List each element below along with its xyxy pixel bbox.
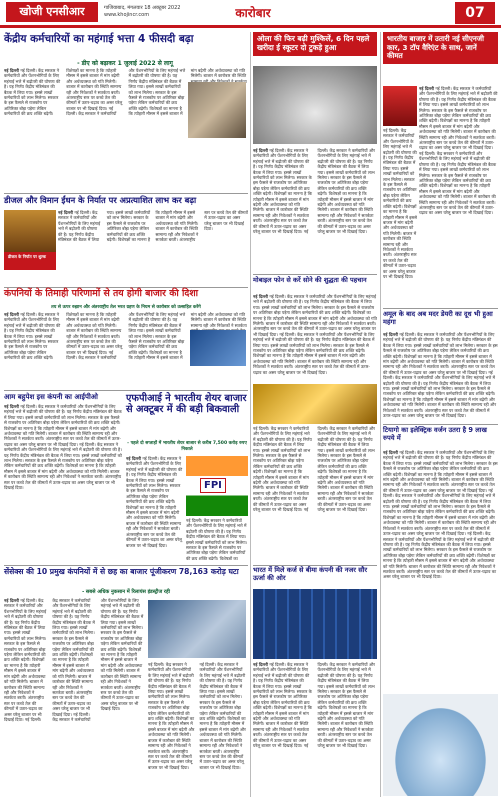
headline-mother-dairy: अमूल के बाद अब मदर डेयरी का दूध भी हुआ महंगा [383, 310, 493, 326]
headline-gold-purity: मोबाइल फोन से करें सोने की शुद्धता की पहचान [253, 276, 367, 284]
subhead-quarterly: तय से ऊपर रुझान और अंतरराष्ट्रीय तेल भरत ग्रहण के नियम से कारोबार को उत्साहित करेंगे [51, 305, 201, 310]
body-sensex-2: नई दिल्ली। केंद्र सरकार ने कर्मचारियों और पेंशनभोगियों के लिए महंगाई भत्ते में बढ़ोतरी की घोषणा की है। यह निर्णय केंद्रीय मंत्रिमंडल की बैठक में लिया गया। इससे लाखों कर्मचारियों को लाभ मिलेगा। सरकार के इस फैसले से राजकोष पर अतिरिक्त बोझ पड़ेगा लेकिन कर्मचारियों की क्रय शक्ति बढ़ेगी। विशेषज्ञों का मानना है कि त्योहारी मौसम में इससे बाजार में मांग बढ़ेगी और अर्थव्यवस्था को गति मिलेगी। बाजार में कारोबार की स्थिति सामान्य रही और निवेशकों ने सतर्कता बरती। अंतरराष्ट्रीय स्तर पर कच्चे तेल की कीमतों में उतार-चढ़ाव का असर घरेलू बाजार पर भी दिखाई दिया। नई दिल्ली। केंद्र सरकार ने कर्मचारियों और पेंशनभोगियों के लिए महंगाई भत्ते में बढ़ोतरी की घोषणा की है। यह निर्णय केंद्रीय मंत्रिमंडल की बैठक में लिया गया। इससे लाखों कर्मचारियों को लाभ मिलेगा। सरकार के इस फैसले से राजकोष पर अतिरिक्त बोझ पड़ेगा लेकिन कर्मचारियों की क्रय शक्ति बढ़ेगी। विशेषज्ञों का मानना है कि त्योहारी मौसम में इससे बाजार में मांग बढ़ेगी और अर्थव्यवस्था को गति मिलेगी। बाजार में कारोबार की स्थिति सामान्य रही और निवेशकों ने सतर्कता बरती। अंतरराष्ट्रीय स्तर पर कच्चे तेल की कीमतों में उतार-चढ़ाव का असर घरेलू बाजार पर भी दिखाई दिया। [148, 662, 246, 770]
photo-fuel-barrels [4, 210, 56, 252]
headline-quarterly-results: कंपनियों के तिमाही परिणामों से तय होगी बाजार की दिशा [4, 288, 199, 299]
caption-diesel: डीजल के निर्यात पर शुल्क [4, 252, 56, 270]
headline-diesel-tax: डीजल और विमान ईंधन के निर्यात पर अप्रत्याशित लाभ कर बढ़ा [4, 195, 197, 205]
headline-tiago-ev: टियागो का इलेक्ट्रिक वर्जन उतरा है 9 लाख रुपये में [383, 426, 487, 442]
body-fpi-2: नई दिल्ली। केंद्र सरकार ने कर्मचारियों और पेंशनभोगियों के लिए महंगाई भत्ते में बढ़ोतरी की घोषणा की है। यह निर्णय केंद्रीय मंत्रिमंडल की बैठक में लिया गया। इससे लाखों कर्मचारियों को लाभ मिलेगा। सरकार के इस फैसले से राजकोष पर अतिरिक्त बोझ पड़ेगा लेकिन कर्मचारियों की क्रय शक्ति बढ़ेगी। विशेषज्ञों का [186, 518, 248, 560]
body-mother-dairy: नई दिल्ली नई दिल्ली। केंद्र सरकार ने कर्मचारियों और पेंशनभोगियों के लिए महंगाई भत्ते में बढ़ोतरी की घोषणा की है। यह निर्णय केंद्रीय मंत्रिमंडल की बैठक में लिया गया। इससे लाखों कर्मचारियों को लाभ मिलेगा। सरकार के इस फैसले से राजकोष पर अतिरिक्त बोझ पड़ेगा लेकिन कर्मचारियों की क्रय शक्ति बढ़ेगी। विशेषज्ञों का मानना है कि त्योहारी मौसम में इससे बाजार में मांग बढ़ेगी और अर्थव्यवस्था को गति मिलेगी। बाजार में कारोबार की स्थिति सामान्य रही और निवेशकों ने सतर्कता बरती। अंतरराष्ट्रीय स्तर पर कच्चे तेल की कीमतों में उतार-चढ़ाव का असर घरेलू बाजार पर भी दिखाई दिया। नई दिल्ली। केंद्र सरकार ने कर्मचारियों और पेंशनभोगियों के लिए महंगाई भत्ते में बढ़ोतरी की घोषणा की है। यह निर्णय केंद्रीय मंत्रिमंडल की बैठक में लिया गया। इससे लाखों कर्मचारियों को लाभ मिलेगा। सरकार के इस फैसले से राजकोष पर अतिरिक्त बोझ पड़ेगा लेकिन कर्मचारियों की क्रय शक्ति बढ़ेगी। विशेषज्ञों का मानना है कि त्योहारी मौसम में इससे बाजार में मांग बढ़ेगी और अर्थव्यवस्था को गति मिलेगी। बाजार में कारोबार की स्थिति सामान्य रही और निवेशकों ने सतर्कता बरती। अंतरराष्ट्रीय स्तर पर कच्चे तेल की कीमतों में उतार-चढ़ाव का असर घरेलू बाजार पर भी दिखाई दिया। [383, 332, 498, 419]
divider [383, 424, 498, 425]
subhead-fpi: - पहले दो सप्ताहों में भारतीय शेयर बाजार से करीब 7,500 करोड़ रुपए निकाले [127, 441, 247, 452]
page-number: 07 [455, 2, 495, 24]
photo-ola-scooter [253, 66, 377, 144]
column-divider [250, 32, 251, 797]
headline-da-hike: केंद्रीय कर्मचारियों का महंगाई भत्ता 4 फीसदी बढ़ा [4, 33, 194, 45]
headline-sensex-mcap: सेंसेक्स की 10 प्रमुख कंपनियों में से छह का बाजार पूंजीकरण 78,163 करोड़ घटा [4, 567, 239, 576]
divider [383, 308, 498, 309]
subhead-sensex: - सबसे अधिक नुकसान में रिलायंस इंडस्ट्रीज रही [82, 589, 170, 595]
body-tiago-ev: नई दिल्ली नई दिल्ली। केंद्र सरकार ने कर्मचारियों और पेंशनभोगियों के लिए महंगाई भत्ते में बढ़ोतरी की घोषणा की है। यह निर्णय केंद्रीय मंत्रिमंडल की बैठक में लिया गया। इससे लाखों कर्मचारियों को लाभ मिलेगा। सरकार के इस फैसले से राजकोष पर अतिरिक्त बोझ पड़ेगा लेकिन कर्मचारियों की क्रय शक्ति बढ़ेगी। विशेषज्ञों का मानना है कि त्योहारी मौसम में इससे बाजार में मांग बढ़ेगी और अर्थव्यवस्था को गति मिलेगी। बाजार में कारोबार की स्थिति सामान्य रही और निवेशकों ने सतर्कता बरती। अंतरराष्ट्रीय स्तर पर कच्चे तेल की कीमतों में उतार-चढ़ाव का असर घरेलू बाजार पर भी दिखाई दिया। नई दिल्ली। केंद्र सरकार ने कर्मचारियों और पेंशनभोगियों के लिए महंगाई भत्ते में बढ़ोतरी की घोषणा की है। यह निर्णय केंद्रीय मंत्रिमंडल की बैठक में लिया गया। इससे लाखों कर्मचारियों को लाभ मिलेगा। सरकार के इस फैसले से राजकोष पर अतिरिक्त बोझ पड़ेगा लेकिन कर्मचारियों की क्रय शक्ति बढ़ेगी। विशेषज्ञों का मानना है कि त्योहारी मौसम में इससे बाजार में मांग बढ़ेगी और अर्थव्यवस्था को गति मिलेगी। बाजार में कारोबार की स्थिति सामान्य रही और निवेशकों ने सतर्कता बरती। अंतरराष्ट्रीय स्तर पर कच्चे तेल की कीमतों में उतार-चढ़ाव का असर घरेलू बाजार पर भी दिखाई दिया। नई दिल्ली। केंद्र सरकार ने कर्मचारियों और पेंशनभोगियों के लिए महंगाई भत्ते में बढ़ोतरी की घोषणा की है। यह निर्णय केंद्रीय मंत्रिमंडल की बैठक में लिया गया। इससे लाखों कर्मचारियों को लाभ मिलेगा। सरकार के इस फैसले से राजकोष पर अतिरिक्त बोझ पड़ेगा लेकिन कर्मचारियों की क्रय शक्ति बढ़ेगी। विशेषज्ञों का मानना है कि त्योहारी मौसम में इससे बाजार में मांग बढ़ेगी और अर्थव्यवस्था को गति मिलेगी। बाजार में कारोबार की स्थिति सामान्य रही और निवेशकों ने सतर्कता बरती। अंतरराष्ट्रीय स्तर पर कच्चे तेल की कीमतों में उतार-चढ़ाव का असर घरेलू बाजार पर भी दिखाई दिया। [383, 450, 498, 580]
photo-officials [188, 82, 246, 138]
body-cng-car-2: नई दिल्ली। केंद्र सरकार ने कर्मचारियों और पेंशनभोगियों के लिए महंगाई भत्ते में बढ़ोतरी की घोषणा की है। यह निर्णय केंद्रीय मंत्रिमंडल की बैठक में लिया गया। इससे लाखों कर्मचारियों को लाभ मिलेगा। सरकार के इस फैसले से राजकोष पर अतिरिक्त बोझ पड़ेगा लेकिन कर्मचारियों की क्रय शक्ति बढ़ेगी। विशेषज्ञों का मानना है कि त्योहारी मौसम में इससे बाजार में मांग बढ़ेगी और अर्थव्यवस्था को गति मिलेगी। बाजार में कारोबार की स्थिति सामान्य रही और निवेशकों ने सतर्कता बरती। अंतरराष्ट्रीय स्तर पर कच्चे तेल की कीमतों में उतार-चढ़ाव का असर घरेलू बाजार पर भी दिखाई दिया। [383, 128, 417, 279]
photo-cng-car [383, 86, 417, 126]
column-divider [380, 32, 381, 797]
byline: नई दिल्ली [4, 68, 19, 73]
body-solar-insurance: नई दिल्ली नई दिल्ली। केंद्र सरकार ने कर्मचारियों और पेंशनभोगियों के लिए महंगाई भत्ते में बढ़ोतरी की घोषणा की है। यह निर्णय केंद्रीय मंत्रिमंडल की बैठक में लिया गया। इससे लाखों कर्मचारियों को लाभ मिलेगा। सरकार के इस फैसले से राजकोष पर अतिरिक्त बोझ पड़ेगा लेकिन कर्मचारियों की क्रय शक्ति बढ़ेगी। विशेषज्ञों का मानना है कि त्योहारी मौसम में इससे बाजार में मांग बढ़ेगी और अर्थव्यवस्था को गति मिलेगी। बाजार में कारोबार की स्थिति सामान्य रही और निवेशकों ने सतर्कता बरती। अंतरराष्ट्रीय स्तर पर कच्चे तेल की कीमतों में उतार-चढ़ाव का असर घरेलू बाजार पर भी दिखाई दिया। नई दिल्ली। केंद्र सरकार ने कर्मचारियों और पेंशनभोगियों के लिए महंगाई भत्ते में बढ़ोतरी की घोषणा की है। यह निर्णय केंद्रीय मंत्रिमंडल की बैठक में लिया गया। इससे लाखों कर्मचारियों को लाभ मिलेगा। सरकार के इस फैसले से राजकोष पर अतिरिक्त बोझ पड़ेगा लेकिन कर्मचारियों की क्रय शक्ति बढ़ेगी। विशेषज्ञों का मानना है कि त्योहारी मौसम में इससे बाजार में मांग बढ़ेगी और अर्थव्यवस्था को गति मिलेगी। बाजार में कारोबार की स्थिति सामान्य रही और निवेशकों ने सतर्कता बरती। अंतरराष्ट्रीय स्तर पर कच्चे तेल की कीमतों में उतार-चढ़ाव का असर घरेलू बाजार पर भी दिखाई दिया। [253, 662, 375, 749]
headline-solar-insurance: भारत में मिले कर्ज से बीमा कंपनी की नजर सौर ऊर्जा की ओर [253, 566, 368, 582]
photo-solar-panels [253, 589, 377, 659]
photo-stock-market [190, 330, 246, 366]
headline-cng-car: भारतीय बाजार में उतारी नई सीएनजी कार, 3 टॉप वैरिएंट के साथ, जानें कीमत [383, 32, 498, 64]
headline-ipo: आम बहुपेश इस कंपनी का आईपीओ [4, 393, 98, 401]
body-quarterly-results: नई दिल्ली नई दिल्ली। केंद्र सरकार ने कर्मचारियों और पेंशनभोगियों के लिए महंगाई भत्ते में बढ़ोतरी की घोषणा की है। यह निर्णय केंद्रीय मंत्रिमंडल की बैठक में लिया गया। इससे लाखों कर्मचारियों को लाभ मिलेगा। सरकार के इस फैसले से राजकोष पर अतिरिक्त बोझ पड़ेगा लेकिन कर्मचारियों की क्रय शक्ति बढ़ेगी। विशेषज्ञों का मानना है कि त्योहारी मौसम में इससे बाजार में मांग बढ़ेगी और अर्थव्यवस्था को गति मिलेगी। बाजार में कारोबार की स्थिति सामान्य रही और निवेशकों ने सतर्कता बरती। अंतरराष्ट्रीय स्तर पर कच्चे तेल की कीमतों में उतार-चढ़ाव का असर घरेलू बाजार पर भी दिखाई दिया। नई दिल्ली। केंद्र सरकार ने कर्मचारियों और पेंशनभोगियों के लिए महंगाई भत्ते में बढ़ोतरी की घोषणा की है। यह निर्णय केंद्रीय मंत्रिमंडल की बैठक में लिया गया। इससे लाखों कर्मचारियों को लाभ मिलेगा। सरकार के इस फैसले से राजकोष पर अतिरिक्त बोझ पड़ेगा लेकिन कर्मचारियों की क्रय शक्ति बढ़ेगी। विशेषज्ञों का मानना है कि त्योहारी मौसम में इससे बाजार में मांग बढ़ेगी और अर्थव्यवस्था को गति मिलेगी। बाजार में कारोबार की स्थिति सामान्य रही और निवेशकों ने सतर्कता [4, 312, 247, 361]
divider [4, 193, 248, 194]
photo-tiago-car [383, 694, 498, 796]
newspaper-logo: खोजी एनसीआर [6, 2, 98, 22]
headline-fpi-selloff: एफपीआई ने भारतीय शेयर बाजार से अक्टूबर में की बड़ी बिकवाली [126, 393, 247, 416]
headline-ola-scooter: ओला की फिर बढ़ी मुश्किलें, 6 दिन पहले खरीदा ई स्कूटर दो टुकड़े हुआ [253, 32, 377, 56]
body-sensex: नई दिल्ली नई दिल्ली। केंद्र सरकार ने कर्मचारियों और पेंशनभोगियों के लिए महंगाई भत्ते में बढ़ोतरी की घोषणा की है। यह निर्णय केंद्रीय मंत्रिमंडल की बैठक में लिया गया। इससे लाखों कर्मचारियों को लाभ मिलेगा। सरकार के इस फैसले से राजकोष पर अतिरिक्त बोझ पड़ेगा लेकिन कर्मचारियों की क्रय शक्ति बढ़ेगी। विशेषज्ञों का मानना है कि त्योहारी मौसम में इससे बाजार में मांग बढ़ेगी और अर्थव्यवस्था को गति मिलेगी। बाजार में कारोबार की स्थिति सामान्य रही और निवेशकों ने सतर्कता बरती। अंतरराष्ट्रीय स्तर पर कच्चे तेल की कीमतों में उतार-चढ़ाव का असर घरेलू बाजार पर भी दिखाई दिया। नई दिल्ली। केंद्र सरकार ने कर्मचारियों और पेंशनभोगियों के लिए महंगाई भत्ते में बढ़ोतरी की घोषणा की है। यह निर्णय केंद्रीय मंत्रिमंडल की बैठक में लिया गया। इससे लाखों कर्मचारियों को लाभ मिलेगा। सरकार के इस फैसले से राजकोष पर अतिरिक्त बोझ पड़ेगा लेकिन कर्मचारियों की क्रय शक्ति बढ़ेगी। विशेषज्ञों का मानना है कि त्योहारी मौसम में इससे बाजार में मांग बढ़ेगी और अर्थव्यवस्था को गति मिलेगी। बाजार में कारोबार की स्थिति सामान्य रही और निवेशकों ने सतर्कता बरती। अंतरराष्ट्रीय स्तर पर कच्चे तेल की कीमतों में उतार-चढ़ाव का असर घरेलू बाजार पर भी दिखाई दिया। नई दिल्ली। केंद्र सरकार ने कर्मचारियों और पेंशनभोगियों के लिए महंगाई भत्ते में बढ़ोतरी की घोषणा की है। यह निर्णय केंद्रीय मंत्रिमंडल की बैठक में लिया गया। इससे लाखों कर्मचारियों को लाभ मिलेगा। सरकार के इस फैसले से राजकोष पर अतिरिक्त बोझ पड़ेगा लेकिन कर्मचारियों की क्रय शक्ति बढ़ेगी। विशेषज्ञों का मानना है कि त्योहारी मौसम में इससे बाजार में मांग बढ़ेगी और अर्थव्यवस्था को गति मिलेगी। बाजार में कारोबार की स्थिति सामान्य रही और निवेशकों ने सतर्कता बरती। अंतरराष्ट्रीय स्तर पर कच्चे तेल की कीमतों में उतार-चढ़ाव का असर घरेलू बाजार पर भी दिखाई दिया। [4, 598, 144, 722]
photo-gold-jewellery [253, 384, 377, 424]
subhead-da-hike: - डीए को बढ़ाकर 1 जुलाई 2022 से लागू [77, 60, 173, 67]
body-diesel-tax: नई दिल्ली नई दिल्ली। केंद्र सरकार ने कर्मचारियों और पेंशनभोगियों के लिए महंगाई भत्ते में बढ़ोतरी की घोषणा की है। यह निर्णय केंद्रीय मंत्रिमंडल की बैठक में लिया गया। इससे लाखों कर्मचारियों को लाभ मिलेगा। सरकार के इस फैसले से राजकोष पर अतिरिक्त बोझ पड़ेगा लेकिन कर्मचारियों की क्रय शक्ति बढ़ेगी। विशेषज्ञों का मानना है कि त्योहारी मौसम में इससे बाजार में मांग बढ़ेगी और अर्थव्यवस्था को गति मिलेगी। बाजार में कारोबार की स्थिति सामान्य रही और निवेशकों ने सतर्कता बरती। अंतरराष्ट्रीय स्तर पर कच्चे तेल की कीमतों में उतार-चढ़ाव का असर घरेलू बाजार पर भी दिखाई दिया। [58, 210, 248, 243]
photo-bse-building [148, 600, 246, 658]
divider [253, 274, 377, 275]
dateline-date: गाजियाबाद, मंगलवार 18 अक्टूबर 2022 [104, 5, 181, 11]
body-gold-purity-2: नई दिल्ली। केंद्र सरकार ने कर्मचारियों और पेंशनभोगियों के लिए महंगाई भत्ते में बढ़ोतरी की घोषणा की है। यह निर्णय केंद्रीय मंत्रिमंडल की बैठक में लिया गया। इससे लाखों कर्मचारियों को लाभ मिलेगा। सरकार के इस फैसले से राजकोष पर अतिरिक्त बोझ पड़ेगा लेकिन कर्मचारियों की क्रय शक्ति बढ़ेगी। विशेषज्ञों का मानना है कि त्योहारी मौसम में इससे बाजार में मांग बढ़ेगी और अर्थव्यवस्था को गति मिलेगी। बाजार में कारोबार की स्थिति सामान्य रही और निवेशकों ने सतर्कता बरती। अंतरराष्ट्रीय स्तर पर कच्चे तेल की कीमतों में उतार-चढ़ाव का असर घरेलू बाजार पर भी दिखाई दिया। नई दिल्ली। केंद्र सरकार ने कर्मचारियों और पेंशनभोगियों के लिए महंगाई भत्ते में बढ़ोतरी की घोषणा की है। यह निर्णय केंद्रीय मंत्रिमंडल की बैठक में लिया गया। इससे लाखों कर्मचारियों को लाभ मिलेगा। सरकार के इस फैसले से राजकोष पर अतिरिक्त बोझ पड़ेगा लेकिन कर्मचारियों की क्रय शक्ति बढ़ेगी। विशेषज्ञों का मानना है कि त्योहारी मौसम में इससे बाजार में मांग बढ़ेगी और अर्थव्यवस्था को गति मिलेगी। बाजार में कारोबार की स्थिति सामान्य रही और निवेशकों ने सतर्कता बरती। अंतरराष्ट्रीय स्तर पर कच्चे तेल की कीमतों में उतार-चढ़ाव का असर घरेलू बाजार पर भी दिखाई दिया। [253, 426, 375, 513]
body-ipo: नई दिल्ली नई दिल्ली। केंद्र सरकार ने कर्मचारियों और पेंशनभोगियों के लिए महंगाई भत्ते में बढ़ोतरी की घोषणा की है। यह निर्णय केंद्रीय मंत्रिमंडल की बैठक में लिया गया। इससे लाखों कर्मचारियों को लाभ मिलेगा। सरकार के इस फैसले से राजकोष पर अतिरिक्त बोझ पड़ेगा लेकिन कर्मचारियों की क्रय शक्ति बढ़ेगी। विशेषज्ञों का मानना है कि त्योहारी मौसम में इससे बाजार में मांग बढ़ेगी और अर्थव्यवस्था को गति मिलेगी। बाजार में कारोबार की स्थिति सामान्य रही और निवेशकों ने सतर्कता बरती। अंतरराष्ट्रीय स्तर पर कच्चे तेल की कीमतों में उतार-चढ़ाव का असर घरेलू बाजार पर भी दिखाई दिया। नई दिल्ली। केंद्र सरकार ने कर्मचारियों और पेंशनभोगियों के लिए महंगाई भत्ते में बढ़ोतरी की घोषणा की है। यह निर्णय केंद्रीय मंत्रिमंडल की बैठक में लिया गया। इससे लाखों कर्मचारियों को लाभ मिलेगा। सरकार के इस फैसले से राजकोष पर अतिरिक्त बोझ पड़ेगा लेकिन कर्मचारियों की क्रय शक्ति बढ़ेगी। विशेषज्ञों का मानना है कि त्योहारी मौसम में इससे बाजार में मांग बढ़ेगी और अर्थव्यवस्था को गति मिलेगी। बाजार में कारोबार की स्थिति सामान्य रही और निवेशकों ने सतर्कता बरती। अंतरराष्ट्रीय स्तर पर कच्चे तेल की कीमतों में उतार-चढ़ाव का असर घरेलू बाजार पर भी दिखाई दिया। [4, 404, 122, 491]
section-title: कारोबार [235, 6, 271, 20]
body-ola-scooter: नई दिल्ली नई दिल्ली। केंद्र सरकार ने कर्मचारियों और पेंशनभोगियों के लिए महंगाई भत्ते में बढ़ोतरी की घोषणा की है। यह निर्णय केंद्रीय मंत्रिमंडल की बैठक में लिया गया। इससे लाखों कर्मचारियों को लाभ मिलेगा। सरकार के इस फैसले से राजकोष पर अतिरिक्त बोझ पड़ेगा लेकिन कर्मचारियों की क्रय शक्ति बढ़ेगी। विशेषज्ञों का मानना है कि त्योहारी मौसम में इससे बाजार में मांग बढ़ेगी और अर्थव्यवस्था को गति मिलेगी। बाजार में कारोबार की स्थिति सामान्य रही और निवेशकों ने सतर्कता बरती। अंतरराष्ट्रीय स्तर पर कच्चे तेल की कीमतों में उतार-चढ़ाव का असर घरेलू बाजार पर भी दिखाई दिया। नई दिल्ली। केंद्र सरकार ने कर्मचारियों और पेंशनभोगियों के लिए महंगाई भत्ते में बढ़ोतरी की घोषणा की है। यह निर्णय केंद्रीय मंत्रिमंडल की बैठक में लिया गया। इससे लाखों कर्मचारियों को लाभ मिलेगा। सरकार के इस फैसले से राजकोष पर अतिरिक्त बोझ पड़ेगा लेकिन कर्मचारियों की क्रय शक्ति बढ़ेगी। विशेषज्ञों का मानना है कि त्योहारी मौसम में इससे बाजार में मांग बढ़ेगी और अर्थव्यवस्था को गति मिलेगी। बाजार में कारोबार की स्थिति सामान्य रही और निवेशकों ने सतर्कता बरती। अंतरराष्ट्रीय स्तर पर कच्चे तेल की कीमतों में उतार-चढ़ाव का असर घरेलू बाजार पर भी दिखाई दिया। [253, 148, 375, 235]
body-da-hike: नई दिल्ली नई दिल्ली। केंद्र सरकार ने कर्मचारियों और पेंशनभोगियों के लिए महंगाई भत्ते में बढ़ोतरी की घोषणा की है। यह निर्णय केंद्रीय मंत्रिमंडल की बैठक में लिया गया। इससे लाखों कर्मचारियों को लाभ मिलेगा। सरकार के इस फैसले से राजकोष पर अतिरिक्त बोझ पड़ेगा लेकिन कर्मचारियों की क्रय शक्ति बढ़ेगी। विशेषज्ञों का मानना है कि त्योहारी मौसम में इससे बाजार में मांग बढ़ेगी और अर्थव्यवस्था को गति मिलेगी। बाजार में कारोबार की स्थिति सामान्य रही और निवेशकों ने सतर्कता बरती। अंतरराष्ट्रीय स्तर पर कच्चे तेल की कीमतों में उतार-चढ़ाव का असर घरेलू बाजार पर भी दिखाई दिया। नई दिल्ली। केंद्र सरकार ने कर्मचारियों और पेंशनभोगियों के लिए महंगाई भत्ते में बढ़ोतरी की घोषणा की है। यह निर्णय केंद्रीय मंत्रिमंडल की बैठक में लिया गया। इससे लाखों कर्मचारियों को लाभ मिलेगा। सरकार के इस फैसले से राजकोष पर अतिरिक्त बोझ पड़ेगा लेकिन कर्मचारियों की क्रय शक्ति बढ़ेगी। विशेषज्ञों का मानना है कि त्योहारी मौसम में इससे बाजार में मांग बढ़ेगी और अर्थव्यवस्था को गति मिलेगी। बाजार में कारोबार की स्थिति [4, 68, 247, 117]
fpi-badge: FPI [200, 478, 226, 493]
divider [4, 565, 248, 566]
dateline-website: www.khojincr.com [104, 12, 150, 18]
divider [4, 390, 248, 391]
body-cng-car: नई दिल्ली नई दिल्ली। केंद्र सरकार ने कर्मचारियों और पेंशनभोगियों के लिए महंगाई भत्ते में बढ़ोतरी की घोषणा की है। यह निर्णय केंद्रीय मंत्रिमंडल की बैठक में लिया गया। इससे लाखों कर्मचारियों को लाभ मिलेगा। सरकार के इस फैसले से राजकोष पर अतिरिक्त बोझ पड़ेगा लेकिन कर्मचारियों की क्रय शक्ति बढ़ेगी। विशेषज्ञों का मानना है कि त्योहारी मौसम में इससे बाजार में मांग बढ़ेगी और अर्थव्यवस्था को गति मिलेगी। बाजार में कारोबार की स्थिति सामान्य रही और निवेशकों ने सतर्कता बरती। अंतरराष्ट्रीय स्तर पर कच्चे तेल की कीमतों में उतार-चढ़ाव का असर घरेलू बाजार पर भी दिखाई दिया। नई दिल्ली। केंद्र सरकार ने कर्मचारियों और पेंशनभोगियों के लिए महंगाई भत्ते में बढ़ोतरी की घोषणा की है। यह निर्णय केंद्रीय मंत्रिमंडल की बैठक में लिया गया। इससे लाखों कर्मचारियों को लाभ मिलेगा। सरकार के इस फैसले से राजकोष पर अतिरिक्त बोझ पड़ेगा लेकिन कर्मचारियों की क्रय शक्ति बढ़ेगी। विशेषज्ञों का मानना है कि त्योहारी मौसम में इससे बाजार में मांग बढ़ेगी और अर्थव्यवस्था को गति मिलेगी। बाजार में कारोबार की स्थिति सामान्य रही और निवेशकों ने सतर्कता बरती। अंतरराष्ट्रीय स्तर पर कच्चे तेल की कीमतों में उतार-चढ़ाव का असर घरेलू बाजार पर भी दिखाई दिया। [419, 86, 498, 216]
body-gold-purity: नई दिल्ली नई दिल्ली। केंद्र सरकार ने कर्मचारियों और पेंशनभोगियों के लिए महंगाई भत्ते में बढ़ोतरी की घोषणा की है। यह निर्णय केंद्रीय मंत्रिमंडल की बैठक में लिया गया। इससे लाखों कर्मचारियों को लाभ मिलेगा। सरकार के इस फैसले से राजकोष पर अतिरिक्त बोझ पड़ेगा लेकिन कर्मचारियों की क्रय शक्ति बढ़ेगी। विशेषज्ञों का मानना है कि त्योहारी मौसम में इससे बाजार में मांग बढ़ेगी और अर्थव्यवस्था को गति मिलेगी। बाजार में कारोबार की स्थिति सामान्य रही और निवेशकों ने सतर्कता बरती। अंतरराष्ट्रीय स्तर पर कच्चे तेल की कीमतों में उतार-चढ़ाव का असर घरेलू बाजार पर भी दिखाई दिया। नई दिल्ली। केंद्र सरकार ने कर्मचारियों और पेंशनभोगियों के लिए महंगाई भत्ते में बढ़ोतरी की घोषणा की है। यह निर्णय केंद्रीय मंत्रिमंडल की बैठक में लिया गया। इससे लाखों कर्मचारियों को लाभ मिलेगा। सरकार के इस फैसले से राजकोष पर अतिरिक्त बोझ पड़ेगा लेकिन कर्मचारियों की क्रय शक्ति बढ़ेगी। विशेषज्ञों का मानना है कि त्योहारी मौसम में इससे बाजार में मांग बढ़ेगी और अर्थव्यवस्था को गति मिलेगी। बाजार में कारोबार की स्थिति सामान्य रही और निवेशकों ने सतर्कता बरती। अंतरराष्ट्रीय स्तर पर कच्चे तेल की कीमतों में उतार-चढ़ाव का असर घरेलू बाजार पर भी दिखाई दिया। [253, 294, 377, 375]
body-fpi: नई दिल्ली नई दिल्ली। केंद्र सरकार ने कर्मचारियों और पेंशनभोगियों के लिए महंगाई भत्ते में बढ़ोतरी की घोषणा की है। यह निर्णय केंद्रीय मंत्रिमंडल की बैठक में लिया गया। इससे लाखों कर्मचारियों को लाभ मिलेगा। सरकार के इस फैसले से राजकोष पर अतिरिक्त बोझ पड़ेगा लेकिन कर्मचारियों की क्रय शक्ति बढ़ेगी। विशेषज्ञों का मानना है कि त्योहारी मौसम में इससे बाजार में मांग बढ़ेगी और अर्थव्यवस्था को गति मिलेगी। बाजार में कारोबार की स्थिति सामान्य रही और निवेशकों ने सतर्कता बरती। अंतरराष्ट्रीय स्तर पर कच्चे तेल की कीमतों में उतार-चढ़ाव का असर घरेलू बाजार पर भी दिखाई दिया। [126, 456, 183, 548]
